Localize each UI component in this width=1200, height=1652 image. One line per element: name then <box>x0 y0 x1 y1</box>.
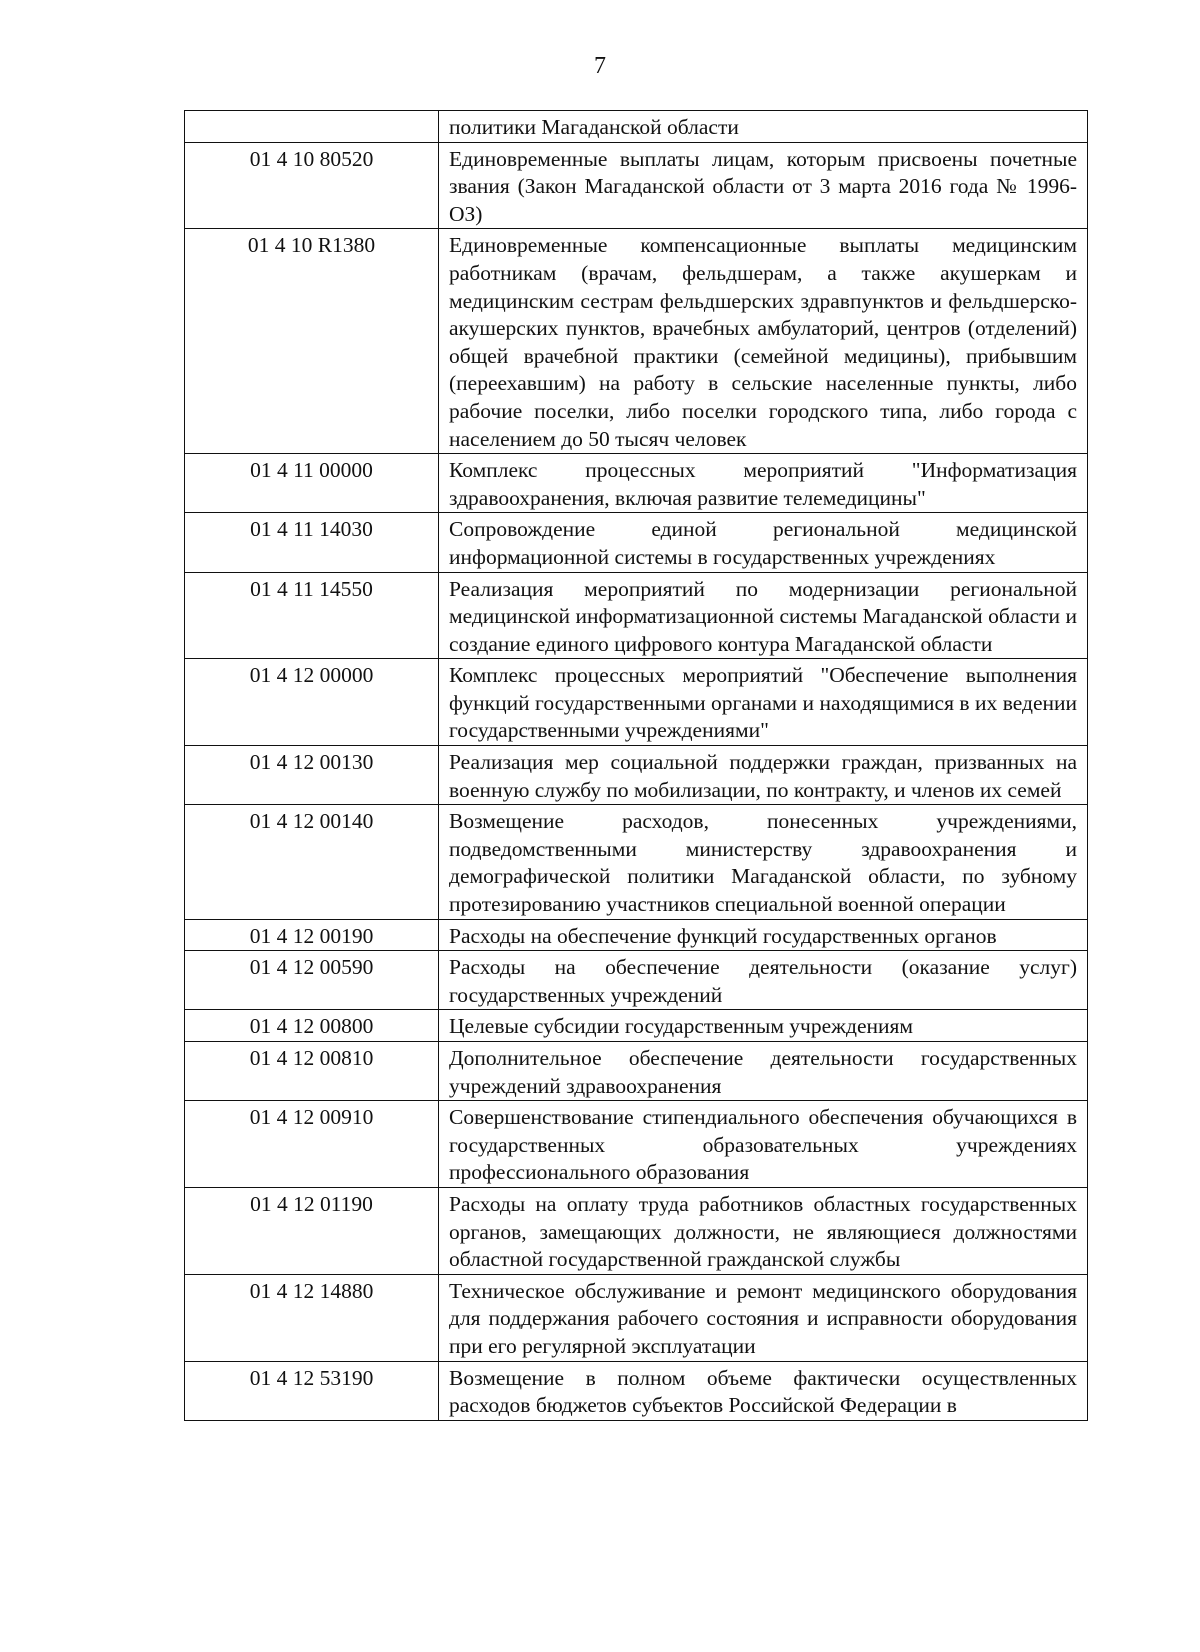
target-item-description: Расходы на обеспечение деятельности (оказание услуг) государственных учреждений <box>439 951 1088 1010</box>
table-row <box>185 919 1088 951</box>
target-item-description: Комплекс процессных мероприятий "Информатизация здравоохранения, включая развитие телемедицины" <box>439 454 1088 513</box>
target-item-description: Совершенствование стипендиального обеспечения обучающихся в государственных образовательных учреждениях профессионального образования <box>439 1101 1088 1188</box>
table-row <box>185 746 1088 805</box>
table-row <box>185 454 1088 513</box>
budget-classification-table <box>184 110 1088 1421</box>
target-item-description: Реализация мер социальной поддержки граждан, призванных на военную службу по мобилизации, по контракту, и членов их семей <box>439 746 1088 805</box>
table-row <box>185 1101 1088 1188</box>
table-row <box>185 1361 1088 1420</box>
target-item-description: Расходы на оплату труда работников областных государственных органов, замещающих должности, не являющиеся должностями областной государственной гражданской службы <box>439 1187 1088 1274</box>
table-body <box>185 111 1088 1421</box>
table-row <box>185 659 1088 746</box>
table-row <box>185 1274 1088 1361</box>
target-item-description: Возмещение в полном объеме фактически осуществленных расходов бюджетов субъектов Российской Федерации в <box>439 1361 1088 1420</box>
target-item-description: политики Магаданской области <box>439 111 1088 143</box>
target-item-code: 01 4 11 14030 <box>185 513 439 572</box>
target-item-code: 01 4 11 00000 <box>185 454 439 513</box>
target-item-code: 01 4 12 00000 <box>185 659 439 746</box>
table-row <box>185 513 1088 572</box>
target-item-code: 01 4 11 14550 <box>185 572 439 659</box>
target-item-description: Техническое обслуживание и ремонт медицинского оборудования для поддержания рабочего состояния и исправности оборудования при его регулярной эксплуатации <box>439 1274 1088 1361</box>
target-item-code: 01 4 12 00140 <box>185 805 439 919</box>
target-item-code: 01 4 10 R1380 <box>185 229 439 454</box>
table-row <box>185 111 1088 143</box>
target-item-code: 01 4 12 53190 <box>185 1361 439 1420</box>
target-item-description: Единовременные компенсационные выплаты медицинским работникам (врачам, фельдшерам, а также акушеркам и медицинским сестрам фельдшерских здравпунктов и фельдшерско-акушерских пунктов, врачебных амбулаторий, центров (отделений) общей врачебной практики (семейной медицины), прибывшим (переехавшим) на работу в сельские населенные пункты, либо рабочие поселки, либо поселки городского типа, либо города с населением до 50 тысяч человек <box>439 229 1088 454</box>
table-row <box>185 951 1088 1010</box>
target-item-code: 01 4 10 80520 <box>185 142 439 229</box>
target-item-description: Расходы на обеспечение функций государственных органов <box>439 919 1088 951</box>
target-item-description: Возмещение расходов, понесенных учреждениями, подведомственными министерству здравоохранения и демографической политики Магаданской области, по зубному протезированию участников специальной военной операции <box>439 805 1088 919</box>
target-item-description: Дополнительное обеспечение деятельности государственных учреждений здравоохранения <box>439 1042 1088 1101</box>
target-item-code: 01 4 12 00800 <box>185 1010 439 1042</box>
target-item-description: Единовременные выплаты лицам, которым присвоены почетные звания (Закон Магаданской области от 3 марта 2016 года № 1996-ОЗ) <box>439 142 1088 229</box>
target-item-code: 01 4 12 00130 <box>185 746 439 805</box>
target-item-code: 01 4 12 01190 <box>185 1187 439 1274</box>
target-item-code: 01 4 12 14880 <box>185 1274 439 1361</box>
table-row <box>185 1010 1088 1042</box>
table-row <box>185 1187 1088 1274</box>
target-item-code: 01 4 12 00590 <box>185 951 439 1010</box>
target-item-code: 01 4 12 00810 <box>185 1042 439 1101</box>
target-item-description: Сопровождение единой региональной медицинской информационной системы в государственных учреждениях <box>439 513 1088 572</box>
target-item-code: 01 4 12 00190 <box>185 919 439 951</box>
target-item-code <box>185 111 439 143</box>
table-row <box>185 572 1088 659</box>
target-item-description: Целевые субсидии государственным учреждениям <box>439 1010 1088 1042</box>
table-row <box>185 229 1088 454</box>
table-row <box>185 1042 1088 1101</box>
target-item-code: 01 4 12 00910 <box>185 1101 439 1188</box>
table-row <box>185 805 1088 919</box>
target-item-description: Комплекс процессных мероприятий "Обеспечение выполнения функций государственными органами и находящимися в их ведении государственными учреждениями" <box>439 659 1088 746</box>
table-row <box>185 142 1088 229</box>
page-number: 7 <box>594 53 606 79</box>
target-item-description: Реализация мероприятий по модернизации региональной медицинской информатизационной системы Магаданской области и создание единого цифрового контура Магаданской области <box>439 572 1088 659</box>
